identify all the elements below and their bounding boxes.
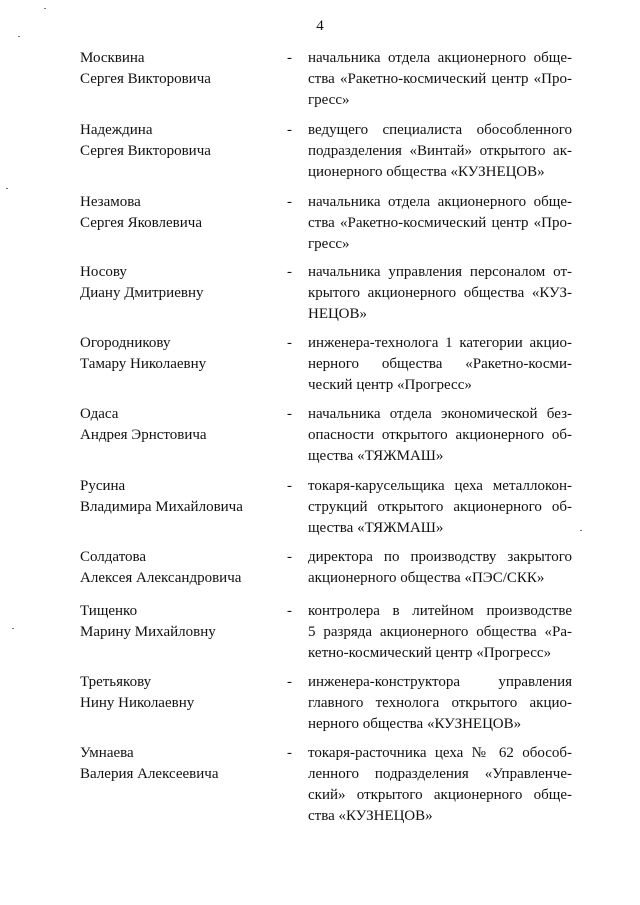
person-name [80, 672, 270, 714]
position-line: токаря-карусельщика цеха металлокон- [308, 478, 572, 494]
person-name [80, 333, 270, 375]
dash: - [287, 194, 292, 210]
job-position [308, 672, 572, 735]
scan-speck [44, 8, 46, 9]
position-line: начальника отдела акционерного обще- [308, 194, 572, 210]
position-line: инженера-технолога 1 категории акцио- [308, 335, 572, 351]
scan-speck [12, 628, 14, 629]
job-position [308, 262, 572, 325]
dash: - [287, 406, 292, 422]
scan-speck [580, 530, 582, 531]
surname: Огородникову [80, 335, 171, 351]
person-name [80, 404, 270, 446]
position-line: 5 разряда акционерного общества «Ра- [308, 624, 572, 640]
job-position [308, 192, 572, 255]
given-names: Сергея Яковлевича [80, 215, 202, 231]
position-line: гресс» [308, 236, 350, 252]
given-names: Марину Михайловну [80, 624, 216, 640]
given-names: Тамару Николаевну [80, 356, 207, 372]
person-name [80, 48, 270, 90]
given-names: Валерия Алексеевича [80, 766, 219, 782]
position-line: щества «ТЯЖМАШ» [308, 448, 444, 464]
position-line: директора по производству закрытого [308, 549, 572, 565]
person-name [80, 547, 270, 589]
surname: Надеждина [80, 122, 153, 138]
dash: - [287, 674, 292, 690]
dash: - [287, 264, 292, 280]
surname: Тищенко [80, 603, 138, 619]
position-line: главного технолога открытого акцио- [308, 695, 572, 711]
given-names: Нину Николаевну [80, 695, 195, 711]
given-names: Сергея Викторовича [80, 143, 211, 159]
position-line: струкций открытого акционерного об- [308, 499, 572, 515]
person-name [80, 120, 270, 162]
position-line: кетно-космический центр «Прогресс» [308, 645, 552, 661]
person-name [80, 262, 270, 304]
dash: - [287, 603, 292, 619]
position-line: нерного общества «КУЗНЕЦОВ» [308, 716, 522, 732]
position-line: щества «ТЯЖМАШ» [308, 520, 444, 536]
position-line: ский» открытого акционерного обще- [308, 787, 572, 803]
position-line: гресс» [308, 92, 350, 108]
surname: Третьякову [80, 674, 152, 690]
job-position [308, 120, 572, 183]
position-line: НЕЦОВ» [308, 306, 367, 322]
dash: - [287, 335, 292, 351]
position-line: начальника управления персоналом от- [308, 264, 572, 280]
given-names: Сергея Викторовича [80, 71, 211, 87]
position-line: контролера в литейном производстве [308, 603, 572, 619]
position-line: ства «Ракетно-космический центр «Про- [308, 71, 572, 87]
position-line: токаря-расточника цеха № 62 обособ- [308, 745, 572, 761]
position-line: акционерного общества «ПЭС/СКК» [308, 570, 545, 586]
position-line: ства «Ракетно-космический центр «Про- [308, 215, 572, 231]
dash: - [287, 549, 292, 565]
position-line: подразделения «Винтай» открытого ак- [308, 143, 572, 159]
person-name [80, 476, 270, 518]
job-position [308, 404, 572, 467]
position-line: ства «КУЗНЕЦОВ» [308, 808, 433, 824]
position-line: начальника отдела акционерного обще- [308, 50, 572, 66]
given-names: Владимира Михайловича [80, 499, 243, 515]
position-line: крытого акционерного общества «КУЗ- [308, 285, 572, 301]
position-line: начальника отдела экономической без- [308, 406, 572, 422]
given-names: Андрея Эрнстовича [80, 427, 207, 443]
dash: - [287, 745, 292, 761]
dash: - [287, 122, 292, 138]
surname: Одаса [80, 406, 119, 422]
given-names: Алексея Александровича [80, 570, 242, 586]
job-position [308, 48, 572, 111]
job-position [308, 743, 572, 827]
position-line: ционерного общества «КУЗНЕЦОВ» [308, 164, 545, 180]
surname: Москвина [80, 50, 145, 66]
job-position [308, 547, 572, 589]
position-line: опасности открытого акционерного об- [308, 427, 572, 443]
person-name [80, 192, 270, 234]
dash: - [287, 478, 292, 494]
position-line: ческий центр «Прогресс» [308, 377, 472, 393]
surname: Русина [80, 478, 126, 494]
dash: - [287, 50, 292, 66]
page-number: 4 [316, 18, 324, 34]
job-position [308, 601, 572, 664]
surname: Незамова [80, 194, 141, 210]
scan-speck [6, 188, 8, 189]
position-line: ленного подразделения «Управленче- [308, 766, 572, 782]
given-names: Диану Дмитриевну [80, 285, 204, 301]
job-position [308, 333, 572, 396]
surname: Солдатова [80, 549, 147, 565]
job-position [308, 476, 572, 539]
position-line: нерного общества «Ракетно-косми- [308, 356, 572, 372]
position-line: инженера-конструктора управления [308, 674, 572, 690]
scan-speck [18, 36, 20, 37]
surname: Умнаева [80, 745, 134, 761]
surname: Носову [80, 264, 127, 280]
position-line: ведущего специалиста обособленного [308, 122, 572, 138]
person-name [80, 743, 270, 785]
person-name [80, 601, 270, 643]
